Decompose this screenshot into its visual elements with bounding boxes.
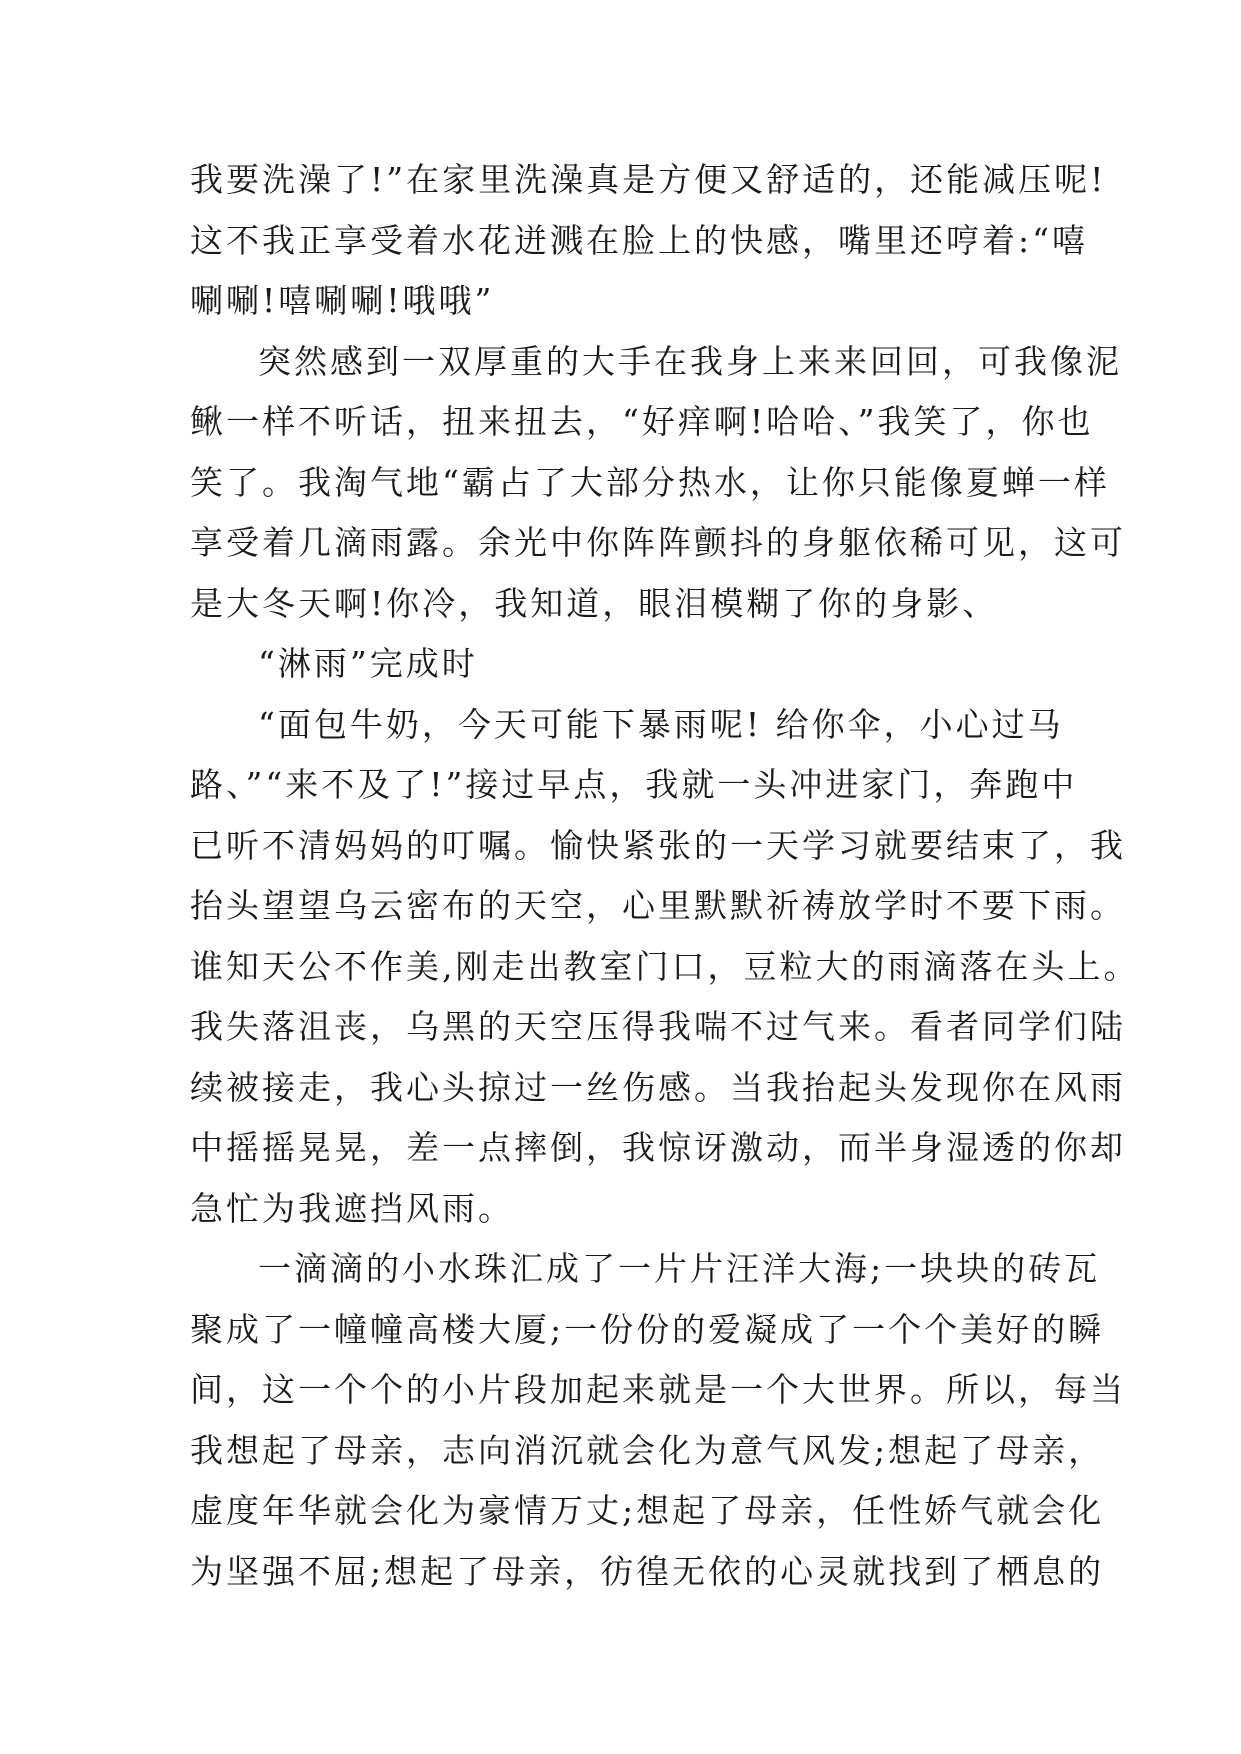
text-line: 谁知天公不作美,刚走出教室门口，豆粒大的雨滴落在头上。 bbox=[190, 946, 1140, 986]
text-line: 我失落沮丧，乌黑的天空压得我喘不过气来。看者同学们陆 bbox=[190, 1007, 1126, 1046]
text-line: 急忙为我遮挡风雨。 bbox=[190, 1188, 514, 1228]
text-line: “淋雨”完成时 bbox=[258, 644, 478, 683]
text-line: 抬头望望乌云密布的天空，心里默默祈祷放学时不要下雨。 bbox=[190, 886, 1126, 925]
text-line: 路、”“来不及了!”接过早点，我就一头冲进家门，奔跑中 bbox=[190, 765, 1078, 804]
body-text bbox=[190, 150, 1140, 1602]
text-line: 聚成了一幢幢高楼大厦;一份份的爱凝成了一个个美好的瞬 bbox=[190, 1309, 1105, 1349]
text-line: 我要洗澡了!”在家里洗澡真是方便又舒适的，还能减压呢! bbox=[190, 160, 1107, 199]
text-line: 间，这一个个的小片段加起来就是一个大世界。所以，每当 bbox=[190, 1370, 1126, 1409]
text-line: 续被接走，我心头掠过一丝伤感。当我抬起头发现你在风雨 bbox=[190, 1067, 1126, 1107]
text-line: 是大冬天啊!你冷，我知道，眼泪模糊了你的身影、 bbox=[190, 583, 999, 623]
text-line: 这不我正享受着水花迸溅在脸上的快感，嘴里还哼着:“嘻 bbox=[190, 220, 1088, 260]
text-line: 享受着几滴雨露。余光中你阵阵颤抖的身躯依稀可见，这可 bbox=[190, 523, 1126, 562]
text-line: “面包牛奶，今天可能下暴雨呢! 给你伞，小心过马 bbox=[258, 704, 1064, 744]
text-line: 突然感到一双厚重的大手在我身上来来回回，可我像泥 bbox=[258, 341, 1122, 381]
text-line: 已听不清妈妈的叮嘱。愉快紧张的一天学习就要结束了，我 bbox=[190, 825, 1126, 865]
text-line: 笑了。我淘气地“霸占了大部分热水，让你只能像夏蝉一样 bbox=[190, 462, 1110, 502]
text-line: 为坚强不屈;想起了母亲，彷徨无依的心灵就找到了栖息的 bbox=[190, 1551, 1105, 1591]
text-line: 虚度年华就会化为豪情万丈;想起了母亲，任性娇气就会化 bbox=[190, 1491, 1105, 1530]
text-line: 我想起了母亲，志向消沉就会化为意气风发;想起了母亲， bbox=[190, 1430, 1105, 1470]
text-line: 唰唰!嘻唰唰!哦哦” bbox=[190, 281, 495, 320]
text-line: 鳅一样不听话，扭来扭去，“好痒啊!哈哈、”我笑了，你也 bbox=[190, 402, 1094, 441]
text-line: 中摇摇晃晃，差一点摔倒，我惊讶激动，而半身湿透的你却 bbox=[190, 1128, 1126, 1167]
text-line: 一滴滴的小水珠汇成了一片片汪洋大海;一块块的砖瓦 bbox=[258, 1249, 1101, 1288]
